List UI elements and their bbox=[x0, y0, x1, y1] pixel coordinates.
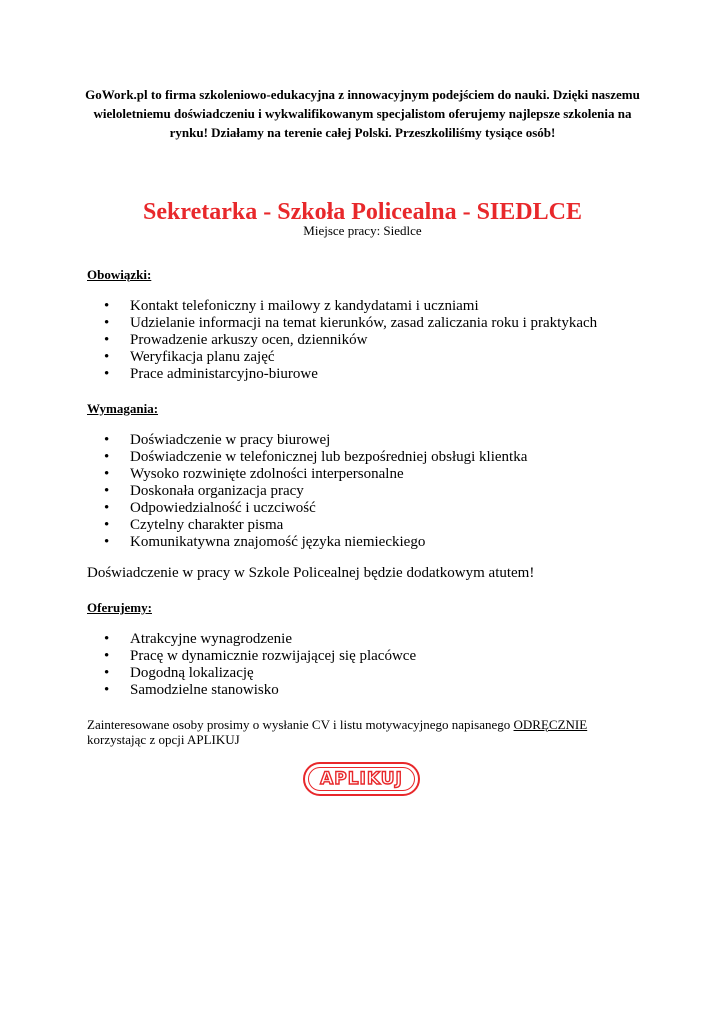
intro-line-3: rynku! Działamy na terenie całej Polski. Przeszkoliliśmy tysiące osób! bbox=[169, 125, 556, 140]
contact-line-1 bbox=[87, 717, 647, 732]
duties-heading: Obowiązki: bbox=[87, 267, 152, 282]
company-intro bbox=[80, 85, 645, 142]
list-item: • Samodzielne stanowisko bbox=[87, 682, 647, 699]
list-item: • Odpowiedzialność i uczciwość bbox=[87, 500, 647, 517]
apply-button-label: APLIKUJ bbox=[320, 769, 403, 789]
list-item: • Weryfikacja planu zajęć bbox=[87, 349, 647, 366]
job-location: Miejsce pracy: Siedlce bbox=[303, 223, 422, 238]
list-item: • Doświadczenie w pracy biurowej bbox=[87, 432, 647, 449]
handwritten-emphasis: ODRĘCZNIE bbox=[513, 717, 588, 732]
apply-button[interactable] bbox=[303, 762, 420, 796]
contact-instructions bbox=[87, 717, 647, 747]
list-item: • Doskonała organizacja pracy bbox=[87, 483, 647, 500]
duties-list bbox=[87, 298, 647, 383]
list-item: • Udzielanie informacji na temat kierunków, zasad zaliczania roku i praktykach bbox=[87, 315, 647, 332]
list-item: • Pracę w dynamicznie rozwijającej się placówce bbox=[87, 648, 647, 665]
contact-line-2: korzystając z opcji APLIKUJ bbox=[87, 732, 240, 747]
list-item: • Dogodną lokalizację bbox=[87, 665, 647, 682]
list-item: • Wysoko rozwinięte zdolności interpersonalne bbox=[87, 466, 647, 483]
offer-list bbox=[87, 631, 647, 699]
requirements-heading: Wymagania: bbox=[87, 401, 159, 416]
list-item: • Kontakt telefoniczny i mailowy z kandydatami i uczniami bbox=[87, 298, 647, 315]
list-item: • Prace administarcyjno-biurowe bbox=[87, 366, 647, 383]
intro-line-2: wieloletniemu doświadczeniu i wykwalifikowanym specjalistom oferujemy najlepsze szkolenia na bbox=[93, 106, 632, 121]
list-item: • Prowadzenie arkuszy ocen, dzienników bbox=[87, 332, 647, 349]
intro-line-1: GoWork.pl to firma szkoleniowo-edukacyjna z innowacyjnym podejściem do nauki. Dzięki naszemu bbox=[85, 87, 640, 102]
requirements-list bbox=[87, 432, 647, 551]
list-item: • Czytelny charakter pisma bbox=[87, 517, 647, 534]
offer-heading: Oferujemy: bbox=[87, 600, 152, 615]
list-item: • Atrakcyjne wynagrodzenie bbox=[87, 631, 647, 648]
list-item: • Komunikatywna znajomość języka niemieckiego bbox=[87, 534, 647, 551]
job-title: Sekretarka - Szkoła Policealna - SIEDLCE bbox=[143, 199, 582, 225]
contact-text: Zainteresowane osoby prosimy o wysłanie CV i listu motywacyjnego napisanego bbox=[87, 717, 514, 732]
bonus-note: Doświadczenie w pracy w Szkole Policealnej będzie dodatkowym atutem! bbox=[87, 565, 535, 581]
list-item: • Doświadczenie w telefonicznej lub bezpośredniej obsługi klientka bbox=[87, 449, 647, 466]
